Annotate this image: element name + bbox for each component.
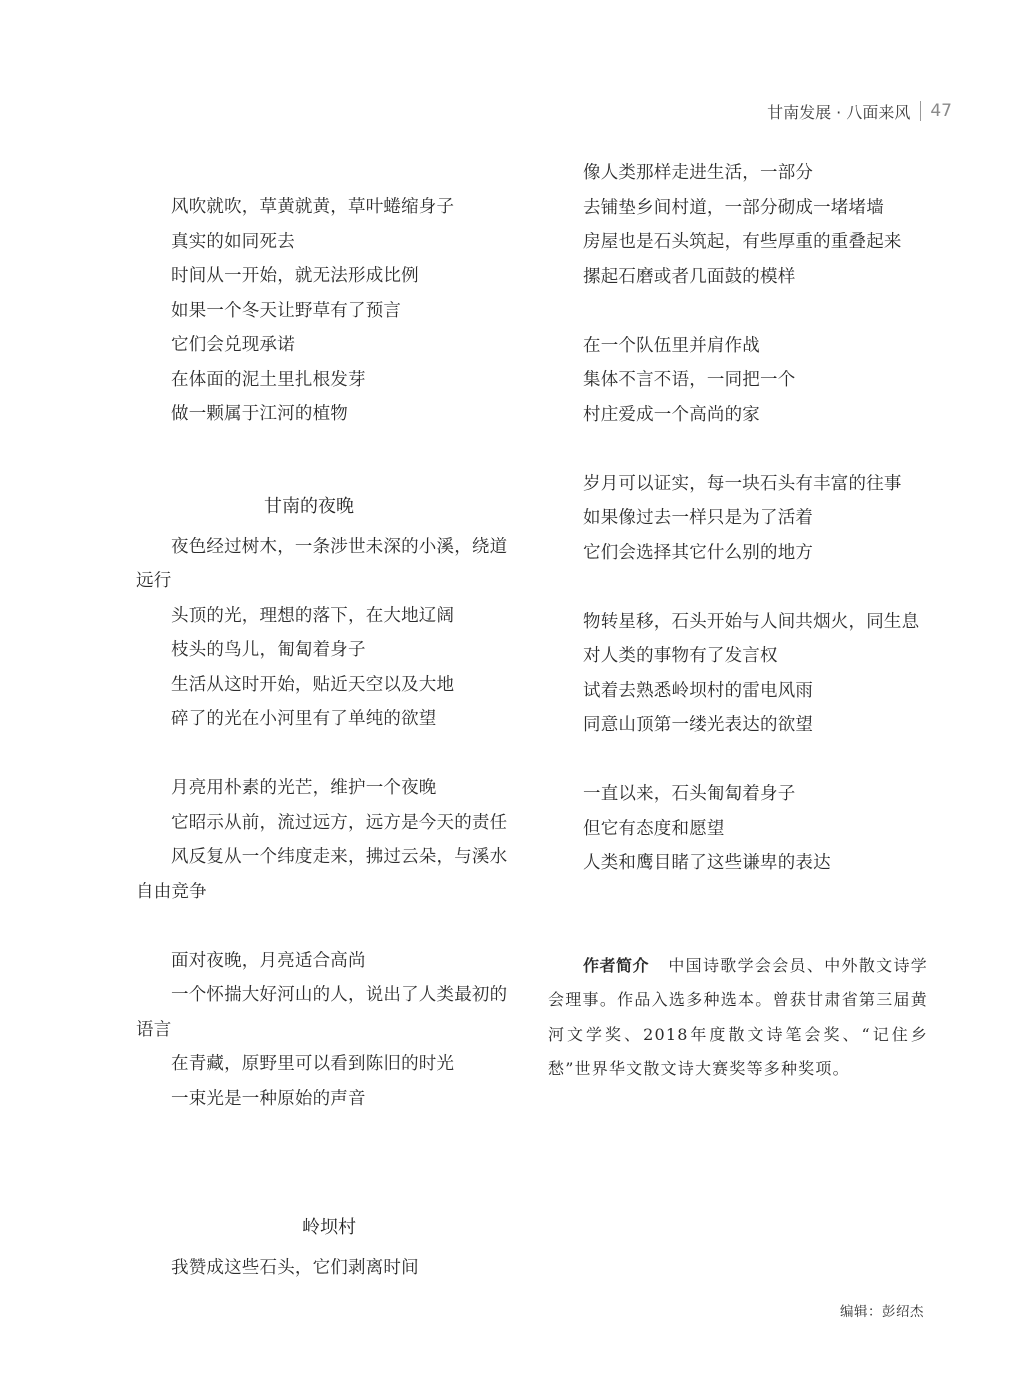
poem3-stanza-4	[548, 605, 928, 743]
poem-line: 风吹就吹，草黄就黄，草叶蜷缩身子	[171, 197, 455, 217]
poem-line: 它昭示从前，流过远方，远方是今天的责任	[171, 812, 508, 833]
poem-line: 时间从一开始，就无法形成比例	[171, 266, 419, 286]
poem-line: 同意山顶第一缕光表达的欲望	[583, 715, 814, 735]
poem-title: 甘南的夜晚	[264, 495, 354, 517]
poem3-stanza-1	[136, 1251, 522, 1286]
poem-line: 物转星移，石头开始与人间共烟火，同生息	[583, 611, 920, 632]
editor-credit: 编辑：彭绍杰	[840, 1304, 924, 1320]
poem-line: 风反复从一个纬度走来，拂过云朵，与溪水自由竞争	[136, 847, 508, 902]
poem-line: 岁月可以证实，每一块石头有丰富的往事	[583, 473, 902, 494]
poem-line: 如果一个冬天让野草有了预言	[171, 300, 402, 321]
poem-line: 真实的如同死去	[171, 231, 295, 252]
poem-line: 它们会兑现承诺	[171, 335, 295, 355]
poem3-stanza-3	[548, 467, 928, 571]
poem1-stanza-1	[136, 190, 522, 432]
poem-line: 月亮用朴素的光芒，维护一个夜晚	[171, 778, 437, 798]
poem-line: 像人类那样走进生活，一部分	[583, 163, 814, 183]
author-bio	[548, 949, 928, 1087]
poem-line: 一直以来，石头匍匐着身子	[583, 784, 796, 804]
poem-line: 碎了的光在小河里有了单纯的欲望	[171, 709, 437, 729]
poem-line: 人类和鹰目睹了这些谦卑的表达	[583, 853, 831, 873]
poem-line: 但它有态度和愿望	[583, 818, 725, 839]
right-column	[548, 156, 928, 1087]
poem-line: 房屋也是石头筑起，有些厚重的重叠起来	[583, 232, 902, 252]
poem2-stanza-3	[136, 944, 522, 1117]
poem-line: 它们会选择其它什么别的地方	[583, 542, 814, 563]
running-header	[767, 100, 952, 122]
poem-line: 生活从这时开始，贴近天空以及大地	[171, 674, 455, 695]
poem-line: 如果像过去一样只是为了活着	[583, 508, 814, 528]
section-title: 甘南发展 · 八面来风	[767, 102, 911, 122]
poem-line: 摞起石磨或者几面鼓的模样	[583, 266, 796, 287]
bio-label: 作者简介	[583, 955, 650, 975]
header-divider	[920, 101, 921, 121]
poem-line: 面对夜晚，月亮适合高尚	[171, 950, 366, 971]
page-number: 47	[930, 101, 952, 121]
poem-line: 对人类的事物有了发言权	[583, 646, 778, 666]
bio-text: 中国诗歌学会会员、中外散文诗学会理事。作品入选多种选本。曾获甘肃省第三届黄河文学奖、2018年度散文诗笔会奖、“记住乡愁”世界华文散文诗大赛奖等多种奖项。	[548, 955, 928, 1078]
poem-line: 做一颗属于江河的植物	[171, 404, 348, 424]
poem-line: 在青藏，原野里可以看到陈旧的时光	[171, 1054, 455, 1074]
poem-line: 夜色经过树木，一条涉世未深的小溪，绕道远行	[136, 536, 508, 591]
poem-line: 一个怀揣大好河山的人，说出了人类最初的语言	[136, 985, 508, 1040]
poem2-stanza-1	[136, 530, 522, 737]
poem-line: 头顶的光，理想的落下，在大地辽阔	[171, 605, 455, 626]
poem-line: 枝头的鸟儿，匍匐着身子	[171, 640, 366, 660]
poem-title: 岭坝村	[302, 1217, 356, 1238]
poem-line: 在体面的泥土里扎根发芽	[171, 369, 366, 390]
poem3-stanza-5	[548, 777, 928, 881]
poem-line: 我赞成这些石头，它们剥离时间	[171, 1258, 419, 1278]
poem-line: 去铺垫乡间村道，一部分砌成一堵堵墙	[583, 197, 884, 218]
poem-line: 集体不言不语，一同把一个	[583, 370, 796, 390]
poem-line: 试着去熟悉岭坝村的雷电风雨	[583, 680, 814, 701]
poem2-stanza-2	[136, 771, 522, 909]
poem-line: 村庄爱成一个高尚的家	[583, 404, 760, 425]
left-column	[136, 190, 522, 1286]
poem-line: 一束光是一种原始的声音	[171, 1088, 366, 1109]
poem3-stanza-continued	[548, 156, 928, 294]
poem3-stanza-2	[548, 329, 928, 433]
poem-line: 在一个队伍里并肩作战	[583, 335, 760, 356]
